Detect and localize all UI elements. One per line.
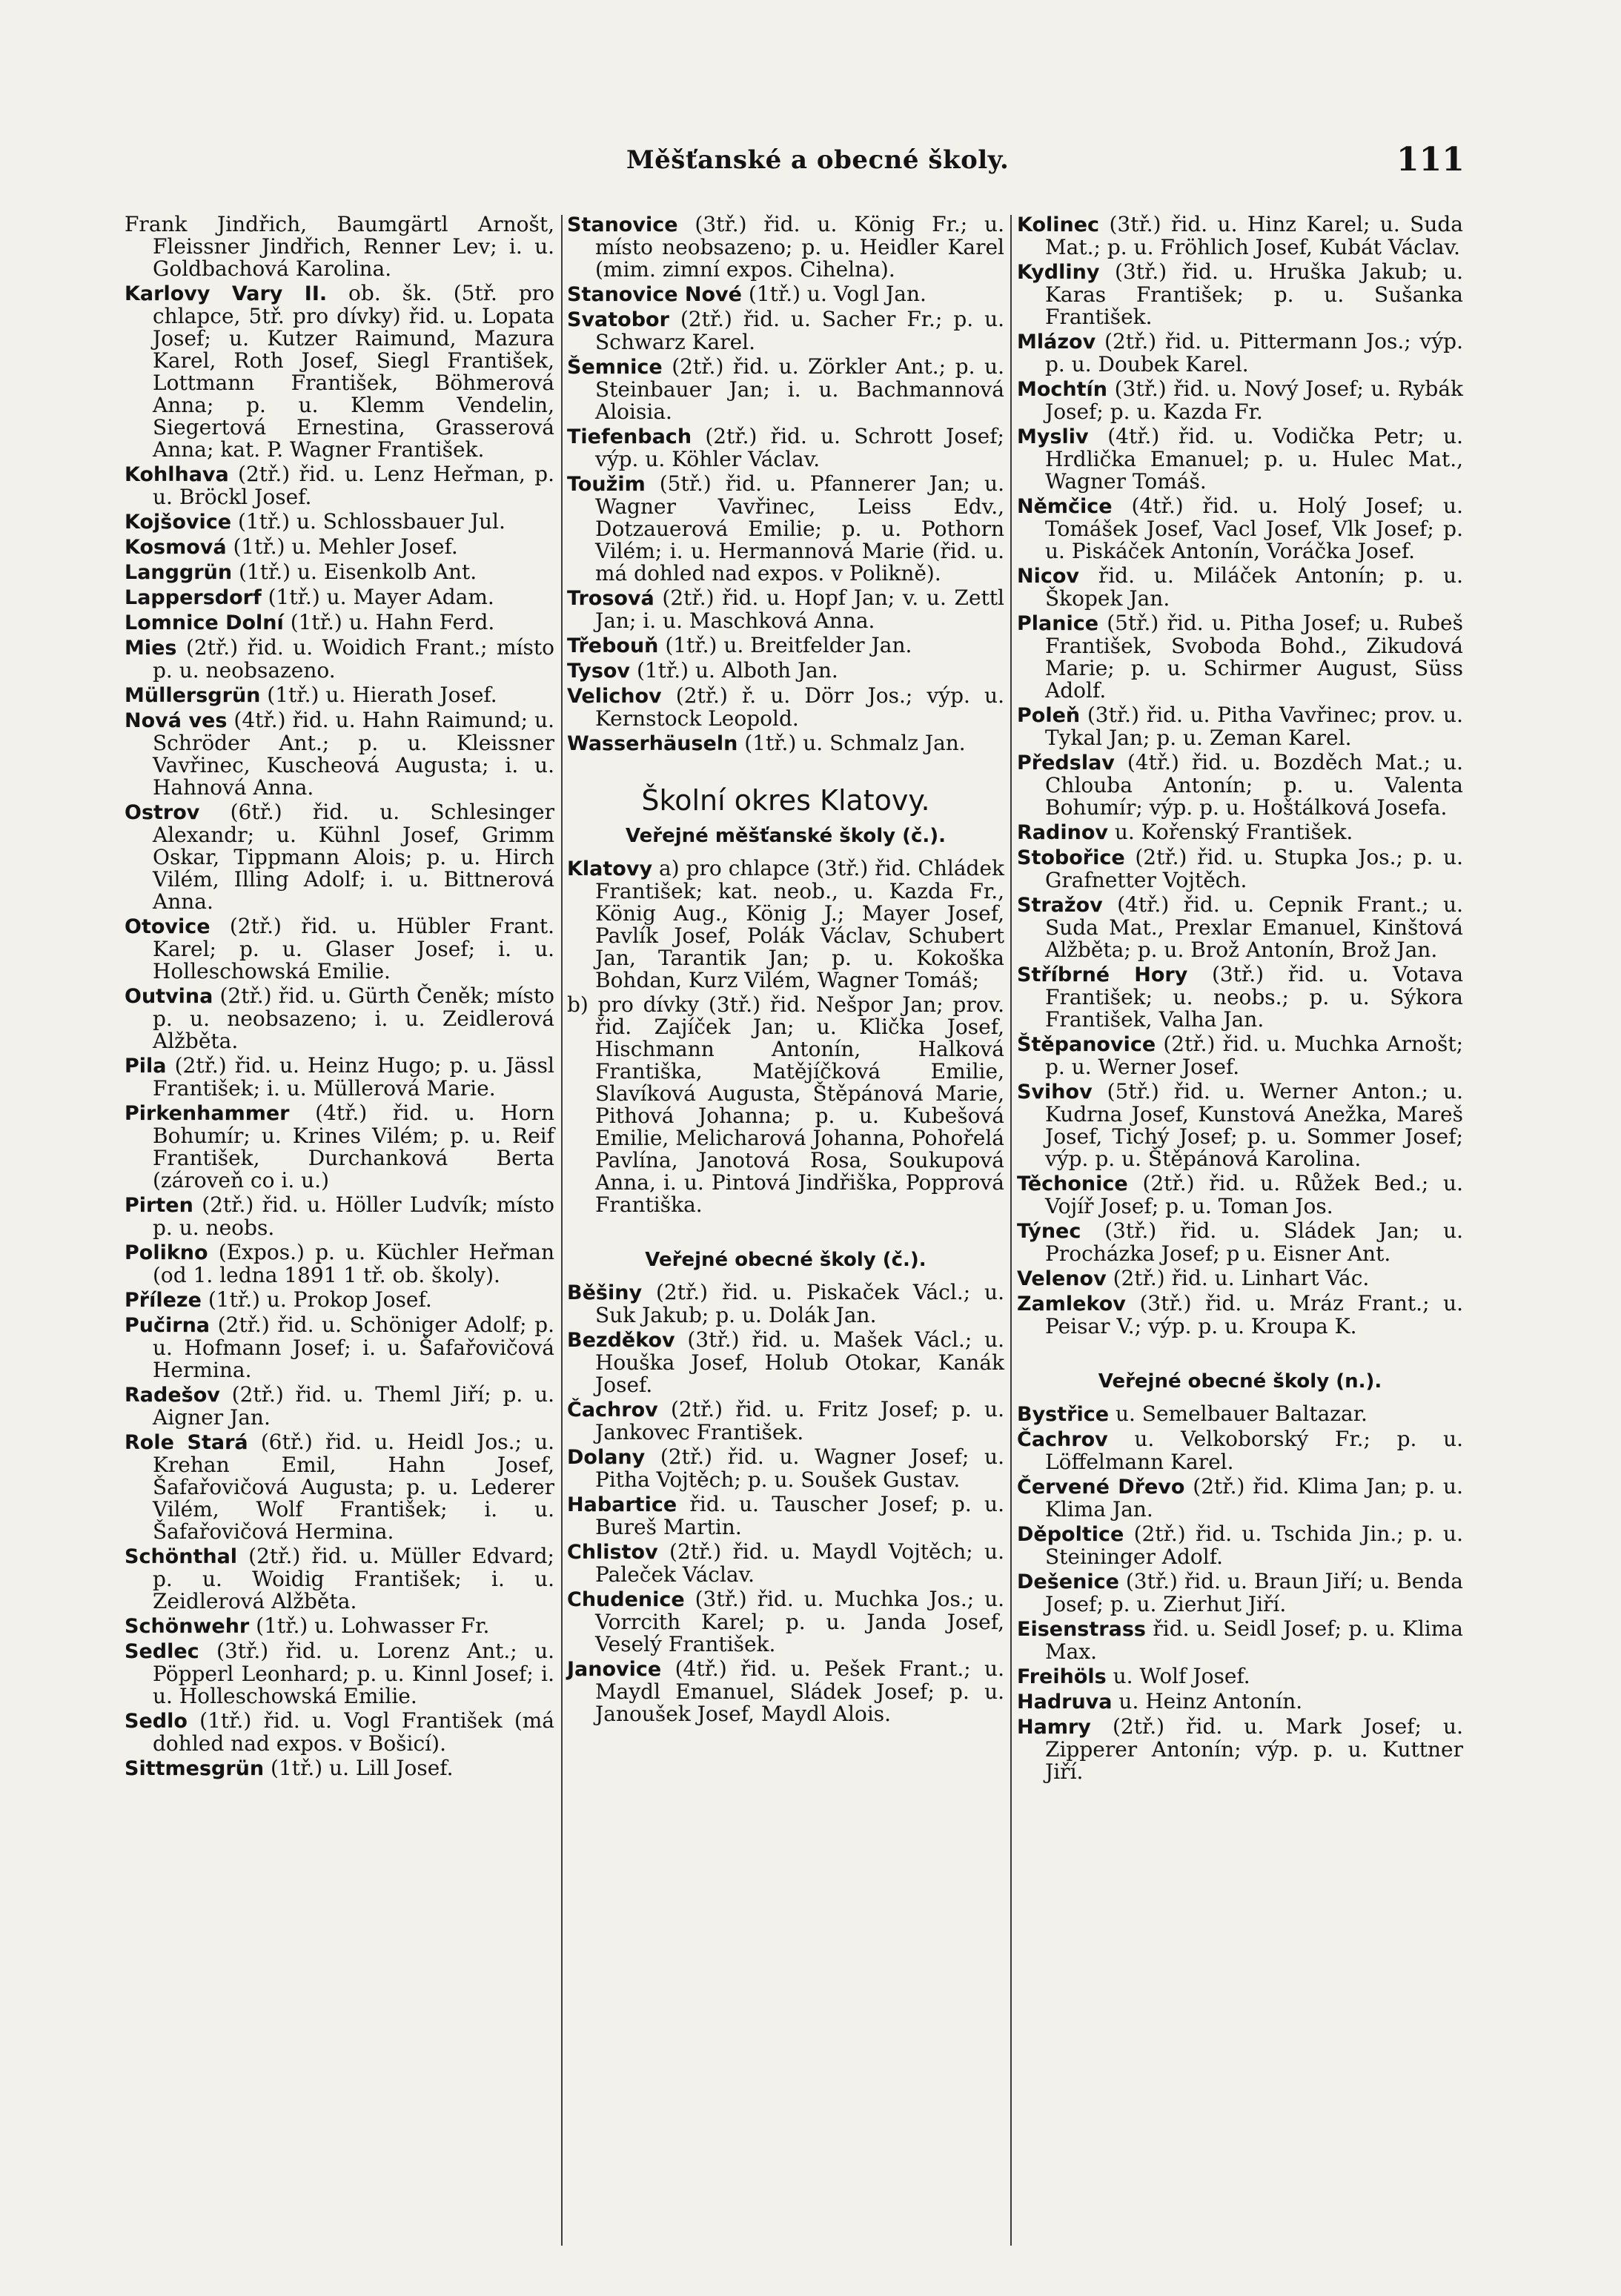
- school-staff-text: řid. u. Tauscher Josef; p. u. Bureš Martin.: [595, 1492, 1004, 1539]
- school-entry: [1017, 1618, 1463, 1663]
- school-place-name: Mlázov: [1017, 331, 1096, 354]
- school-staff-text: (Expos.) p. u. Küchler Heřman (od 1. ledna 1891 1 tř. ob. školy).: [153, 1240, 554, 1287]
- school-place-name: Zamlekov: [1017, 1293, 1126, 1315]
- school-place-name: Tysov: [567, 660, 631, 683]
- school-staff-text: (6tř.) řid. u. Schlesinger Alexandr; u. Kühnl Josef, Grimm Oskar, Tippmann Alois; p. u. Hirch Vilém, Illing Adolf; i. u. Bittnerová Anna.: [153, 800, 554, 914]
- school-place-name: Pirten: [125, 1194, 193, 1217]
- school-staff-text: (2tř.) řid. u. Höller Ludvík; místo p. u. neobs.: [153, 1192, 554, 1240]
- school-place-name: Stříbrné Hory: [1017, 963, 1188, 986]
- school-place-name: Otovice: [125, 915, 211, 938]
- school-staff-text: (3tř.) řid. u. Nový Josef; u. Rybák Josef; p. u. Kazda Fr.: [1045, 376, 1463, 424]
- school-staff-text: (1tř.) u. Lohwasser Fr.: [256, 1613, 490, 1638]
- school-entry: [1017, 495, 1463, 563]
- school-entry: [1017, 1033, 1463, 1078]
- school-entry: [567, 1541, 1004, 1586]
- school-entry: [1017, 846, 1463, 892]
- school-staff-text: (5tř.) řid. u. Werner Anton.; u. Kudrna Josef, Kunstová Anežka, Mareš Josef, Tichý Josef; p. u. Sommer Josef; výp. p. u. Štěpánová Karolina.: [1045, 1079, 1463, 1171]
- school-entry: [125, 985, 554, 1052]
- school-staff-text: (1tř.) u. Schlossbauer Jul.: [237, 509, 505, 534]
- school-entry: [1017, 213, 1463, 259]
- school-staff-text: (3tř.) řid. u. Mráz Frant.; u. Peisar V.; výp. p. u. Kroupa K.: [1045, 1291, 1464, 1338]
- school-entry: [1017, 1716, 1463, 1783]
- school-entry: [1017, 1570, 1463, 1616]
- school-entry: [1017, 331, 1463, 376]
- school-place-name: Hamry: [1017, 1716, 1091, 1739]
- school-staff-text: (3tř.) řid. u. Hruška Jakub; u. Karas František; p. u. Sušanka František.: [1045, 259, 1464, 329]
- school-place-name: Chudenice: [567, 1588, 685, 1611]
- school-entry: [1017, 1665, 1463, 1688]
- column-3: [1017, 213, 1463, 1785]
- school-place-name: Poleň: [1017, 704, 1081, 727]
- school-staff-text: (3tř.) řid. u. Hinz Karel; u. Suda Mat.; p. u. Fröhlich Josef, Kubát Václav.: [1045, 212, 1463, 259]
- school-staff-text: (2tř.) řid. u. Muchka Arnošt; p. u. Werner Josef.: [1045, 1032, 1463, 1079]
- school-place-name: Karlovy Vary II.: [125, 282, 328, 305]
- school-staff-text: (2tř.) řid. u. Růžek Bed.; u. Vojíř Josef; p. u. Toman Jos.: [1045, 1171, 1463, 1218]
- school-staff-text: (5tř.) řid. u. Pitha Josef; u. Rubeš František, Svoboda Bohd., Zikudová Marie; p. u. Schirmer August, Süss Adolf.: [1045, 611, 1463, 703]
- school-entry: [125, 1055, 554, 1100]
- school-staff-text: řid. u. Miláček Antonín; p. u. Škopek Jan.: [1045, 563, 1464, 611]
- school-place-name: Červené Dřevo: [1017, 1476, 1185, 1499]
- school-entry: [567, 1329, 1004, 1396]
- school-staff-text: (3tř.) řid. u. Lorenz Ant.; u. Pöpperl Leonhard; p. u. Kinnl Josef; i. u. Holleschowská Emilie.: [153, 1639, 554, 1708]
- school-entry: [567, 994, 1004, 1216]
- school-staff-text: (4tř.) řid. u. Holý Josef; u. Tomášek Josef, Vacl Josef, Vlk Josef; p. u. Piskáček Antonín, Voráčka Josef.: [1045, 494, 1463, 563]
- school-place-name: Sittmesgrün: [125, 1757, 265, 1780]
- school-place-name: Pirkenhammer: [125, 1102, 290, 1125]
- school-place-name: Schönthal: [125, 1545, 238, 1568]
- school-place-name: Kojšovice: [125, 511, 232, 534]
- school-entry: [567, 213, 1004, 281]
- school-place-name: Müllersgrün: [125, 684, 261, 707]
- school-entry: [567, 308, 1004, 354]
- school-entry: [125, 1640, 554, 1708]
- school-place-name: Eisenstrass: [1017, 1618, 1146, 1641]
- school-staff-text: (2tř.) řid. u. Hopf Jan; v. u. Zettl Jan; i. u. Maschková Anna.: [595, 585, 1004, 633]
- school-staff-text: (2tř.) řid. u. Stupka Jos.; p. u. Grafnetter Vojtěch.: [1045, 845, 1464, 892]
- school-place-name: Kosmová: [125, 536, 227, 559]
- school-entry: [1017, 612, 1463, 702]
- school-place-name: Schönwehr: [125, 1615, 250, 1638]
- school-entry: [567, 356, 1004, 423]
- school-staff-text: (3tř.) řid. u. Sládek Jan; u. Procházka Josef; p u. Eisner Ant.: [1045, 1218, 1463, 1266]
- school-entry: [125, 684, 554, 707]
- school-entry: [125, 1545, 554, 1613]
- school-entry: [567, 1493, 1004, 1539]
- school-staff-text: (1tř.) u. Prokop Josef.: [208, 1287, 432, 1312]
- school-place-name: Příleze: [125, 1289, 202, 1312]
- school-place-name: Langgrün: [125, 561, 233, 584]
- school-staff-text: (2tř.) řid. u. Gürth Čeněk; místo p. u. neobsazeno; i. u. Zeidlerová Alžběta.: [153, 983, 554, 1053]
- school-staff-text: u. Velkoborský Fr.; p. u. Löffelmann Karel.: [1045, 1427, 1463, 1474]
- school-entry: [125, 1757, 554, 1780]
- school-staff-text: b) pro dívky (3tř.) řid. Nešpor Jan; prov. řid. Zajíček Jan; u. Klička Josef, Hischmann Antonín, Halková Františka, Matějíčková Emilie, Slavíková Augusta, Štěpánová Marie, Pithová Johanna; p. u. Kubešová Emilie, Melicharová Johanna, Pohořelá Pavlína, Janotová Rosa, Soukupová Anna, i. u. Pintová Jindřiška, Popprová Františka.: [567, 992, 1004, 1217]
- school-place-name: Velenov: [1017, 1267, 1107, 1290]
- school-entry: [1017, 1691, 1463, 1713]
- school-place-name: Kohlhava: [125, 463, 229, 486]
- school-staff-text: (2tř.) řid. u. Sacher Fr.; p. u. Schwarz Karel.: [595, 307, 1005, 354]
- school-staff-text: (2tř.) řid. u. Fritz Josef; p. u. Jankovec František.: [595, 1397, 1004, 1444]
- school-place-name: Lomnice Dolní: [125, 611, 284, 634]
- school-entry: [567, 634, 1004, 657]
- school-staff-text: (2tř.) řid. u. Heinz Hugo; p. u. Jässl František; i. u. Müllerová Marie.: [153, 1053, 554, 1101]
- school-staff-text: (2tř.) řid. u. Linhart Vác.: [1113, 1266, 1370, 1290]
- school-entry: [1017, 378, 1463, 423]
- school-entry: [125, 282, 554, 461]
- school-entry: [125, 1710, 554, 1755]
- school-place-name: Těchonice: [1017, 1172, 1128, 1195]
- school-staff-text: (2tř.) ř. u. Dörr Jos.; výp. u. Kernstock Leopold.: [595, 683, 1004, 731]
- school-staff-text: u. Wolf Josef.: [1113, 1664, 1250, 1688]
- school-staff-text: (4tř.) řid. u. Vodička Petr; u. Hrdlička Emanuel; p. u. Hulec Mat., Wagner Tomáš.: [1045, 424, 1464, 494]
- school-entry: [125, 709, 554, 799]
- school-staff-text: (5tř.) řid. u. Pfannerer Jan; u. Wagner Vavřinec, Leiss Edv., Dotzauerová Emilie; p. u. Pothorn Vilém; i. u. Hermannová Marie (řid. u. má dohled nad expos. v Polikně).: [595, 471, 1004, 585]
- school-place-name: Planice: [1017, 612, 1099, 635]
- school-place-name: Běšiny: [567, 1281, 643, 1304]
- school-staff-text: (3tř.) řid. u. Pitha Vavřinec; prov. u. Tykal Jan; p. u. Zeman Karel.: [1045, 703, 1463, 750]
- school-place-name: Janovice: [567, 1658, 662, 1681]
- school-place-name: Freihöls: [1017, 1665, 1107, 1688]
- school-entry: [1017, 1172, 1463, 1218]
- school-staff-text: (1tř.) u. Mayer Adam.: [268, 585, 494, 609]
- school-entry: [567, 1658, 1004, 1725]
- school-place-name: Dolany: [567, 1446, 646, 1469]
- school-staff-text: (4tř.) řid. u. Hahn Raimund; u. Schröder Ant.; p. u. Kleissner Vavřinec, Kuscheová Augusta; i. u. Hahnová Anna.: [153, 708, 554, 800]
- school-place-name: Sedlo: [125, 1710, 188, 1733]
- school-staff-text: (1tř.) u. Mehler Josef.: [233, 534, 458, 559]
- school-place-name: Toužim: [567, 473, 646, 496]
- school-entry: [1017, 894, 1463, 961]
- school-staff-text: (2tř.) řid. u. Theml Jiří; p. u. Aigner Jan.: [153, 1382, 554, 1430]
- school-place-name: Lappersdorf: [125, 586, 262, 609]
- school-entry: [567, 857, 1004, 992]
- school-staff-text: ob. šk. (5tř. pro chlapce, 5tř. pro dívky) řid. u. Lopata Josef; u. Kutzer Raimund, Mazura Karel, Roth Josef, Siegl František, Lottmann František, Böhmerová Anna; p. u. Klemm Vendelin, Siegertová Ernestina, Grasserová Anna; kat. P. Wagner František.: [153, 281, 554, 462]
- subsection-heading-public-schools-czech: Veřejné obecné školy (č.).: [645, 1249, 926, 1271]
- school-entry: [1017, 565, 1463, 610]
- school-place-name: Stobořice: [1017, 846, 1125, 869]
- school-entry: [125, 637, 554, 682]
- school-place-name: Mochtín: [1017, 378, 1108, 401]
- school-staff-text: (2tř.) řid. Klima Jan; p. u. Klima Jan.: [1045, 1474, 1463, 1522]
- school-entry: [1017, 704, 1463, 749]
- school-staff-text: (2tř.) řid. u. Lenz Heřman, p. u. Bröckl Josef.: [153, 462, 555, 509]
- subsection-heading-burgher-schools: Veřejné měšťanské školy (č.).: [625, 825, 947, 847]
- school-entry: [567, 1588, 1004, 1656]
- school-staff-text: (2tř.) řid. u. Pittermann Jos.; výp. p. u. Doubek Karel.: [1045, 329, 1463, 376]
- school-entry: [567, 1281, 1004, 1327]
- school-entry: [567, 1398, 1004, 1444]
- school-staff-text: (2tř.) řid. u. Piskaček Václ.; u. Suk Jakub; p. u. Dolák Jan.: [595, 1280, 1004, 1327]
- school-entry: [567, 732, 1004, 755]
- school-place-name: Němčice: [1017, 495, 1113, 518]
- school-place-name: Mies: [125, 637, 177, 660]
- school-entry: [567, 473, 1004, 585]
- school-place-name: Pila: [125, 1055, 167, 1078]
- school-place-name: Děpoltice: [1017, 1523, 1124, 1546]
- school-place-name: Kydliny: [1017, 261, 1100, 284]
- school-staff-text: (4tř.) řid. u. Horn Bohumír; u. Krines Vilém; p. u. Reif František, Durchanková Berta (zároveň co i. u.): [153, 1101, 554, 1192]
- school-place-name: Kolinec: [1017, 213, 1100, 236]
- school-staff-text: (1tř.) řid. u. Vogl František (má dohled nad expos. v Bošicí).: [153, 1708, 554, 1756]
- school-staff-text: (1tř.) u. Breitfelder Jan.: [665, 633, 912, 657]
- school-staff-text: (2tř.) řid. u. Müller Edvard; p. u. Woidig František; i. u. Zeidlerová Alžběta.: [153, 1544, 554, 1613]
- school-staff-text: (2tř.) řid. u. Maydl Vojtěch; u. Paleček Václav.: [595, 1539, 1004, 1587]
- school-place-name: Sedlec: [125, 1640, 199, 1663]
- school-staff-text: (1tř.) u. Alboth Jan.: [636, 658, 838, 683]
- column-1: [125, 213, 554, 1782]
- school-place-name: Čachrov: [1017, 1428, 1108, 1451]
- school-staff-text: (3tř.) řid. u. Votava František; u. neobs.; p. u. Sýkora František, Valha Jan.: [1045, 962, 1464, 1032]
- school-place-name: Hadruva: [1017, 1691, 1113, 1713]
- school-place-name: Pučirna: [125, 1314, 211, 1337]
- school-entry: [1017, 1081, 1463, 1170]
- school-staff-text: (2tř.) řid. u. Woidich Frant.; místo p. u. neobsazeno.: [153, 635, 554, 683]
- school-entry: [567, 1446, 1004, 1491]
- school-entry: [1017, 821, 1463, 844]
- column-2: [567, 213, 1004, 1728]
- school-staff-text: u. Heinz Antonín.: [1118, 1689, 1303, 1713]
- school-place-name: Radinov: [1017, 821, 1108, 844]
- school-staff-text: (6tř.) řid. u. Heidl Jos.; u. Krehan Emil, Hahn Josef, Šafařovičová Augusta; p. u. Lederer Vilém, Wolf František; i. u. Šafařovičová Hermina.: [153, 1430, 555, 1544]
- school-entry: [125, 1615, 554, 1638]
- school-place-name: Habartice: [567, 1493, 677, 1516]
- school-staff-text: (3tř.) řid. u. Braun Jiří; u. Benda Josef; p. u. Zierhut Jiří.: [1045, 1569, 1464, 1616]
- section-title: Školní okres Klatovy.: [641, 784, 930, 817]
- school-entry: [125, 561, 554, 584]
- school-place-name: Nová ves: [125, 709, 228, 732]
- school-entry: [125, 1384, 554, 1429]
- school-staff-text: Frank Jindřich, Baumgärtl Arnošt, Fleissner Jindřich, Renner Lev; i. u. Goldbachová Karolina.: [125, 212, 554, 281]
- school-staff-text: (1tř.) u. Hahn Ferd.: [290, 610, 495, 634]
- page-number: 111: [1396, 141, 1465, 179]
- school-entry: [125, 1289, 554, 1312]
- school-place-name: Šemnice: [567, 356, 663, 379]
- school-place-name: Nicov: [1017, 565, 1080, 588]
- school-place-name: Role Stará: [125, 1431, 248, 1454]
- school-place-name: Štěpanovice: [1017, 1033, 1156, 1056]
- school-staff-text: (1tř.) u. Vogl Jan.: [748, 282, 926, 306]
- school-place-name: Radešov: [125, 1384, 220, 1407]
- school-staff-text: (1tř.) u. Schmalz Jan.: [744, 731, 966, 755]
- column-rule-right: [1010, 215, 1012, 2246]
- school-entry: [567, 660, 1004, 683]
- school-staff-text: (1tř.) u. Lill Josef.: [271, 1756, 454, 1780]
- school-entry: [1017, 425, 1463, 493]
- school-staff-text: (2tř.) řid. u. Schrott Josef; výp. u. Köhler Václav.: [595, 424, 1004, 471]
- school-entry: [125, 1194, 554, 1239]
- school-staff-text: (2tř.) řid. u. Mark Josef; u. Zipperer Antonín; výp. p. u. Kuttner Jiří.: [1045, 1714, 1463, 1784]
- school-entry: [1017, 1293, 1463, 1338]
- column-rule-left: [561, 215, 563, 2246]
- school-entry: [125, 511, 554, 534]
- school-place-name: Chlistov: [567, 1541, 658, 1564]
- school-place-name: Trosová: [567, 587, 654, 610]
- school-place-name: Wasserhäuseln: [567, 732, 738, 755]
- school-place-name: Předslav: [1017, 751, 1115, 774]
- school-entry: [1017, 751, 1463, 819]
- school-staff-text: (4tř.) řid. u. Bozděch Mat.; u. Chlouba Antonín; p. u. Valenta Bohumír; výp. p. u. Hoštálková Josefa.: [1045, 750, 1463, 820]
- school-staff-text: (1tř.) u. Hierath Josef.: [267, 683, 497, 707]
- school-entry: [125, 1241, 554, 1287]
- school-place-name: Ostrov: [125, 801, 200, 824]
- school-place-name: Svatobor: [567, 308, 669, 331]
- school-place-name: Svihov: [1017, 1081, 1093, 1104]
- school-entry: [1017, 1267, 1463, 1290]
- school-place-name: Klatovy: [567, 857, 653, 880]
- school-place-name: Bystřice: [1017, 1403, 1110, 1426]
- school-entry: [125, 915, 554, 983]
- school-entry: [1017, 1476, 1463, 1521]
- school-entry: [125, 801, 554, 913]
- school-place-name: Mysliv: [1017, 425, 1089, 448]
- school-staff-text: (4tř.) řid. u. Pešek Frant.; u. Maydl Emanuel, Sládek Josef; p. u. Janoušek Josef, Maydl Alois.: [595, 1656, 1004, 1726]
- school-entry: [125, 611, 554, 634]
- school-entry: [125, 586, 554, 609]
- school-place-name: Týnec: [1017, 1220, 1081, 1243]
- school-place-name: Třebouň: [567, 634, 659, 657]
- school-staff-text: a) pro chlapce (3tř.) řid. Chládek František; kat. neob., u. Kazda Fr., König Aug., König J.; Mayer Josef, Pavlík Josef, Polák Václav, Schubert Jan, Tarantik Jan; p. u. Kokoška Bohdan, Kurz Vilém, Wagner Tomáš;: [595, 856, 1004, 992]
- school-place-name: Outvina: [125, 985, 213, 1008]
- school-entry: [567, 425, 1004, 471]
- school-staff-text: (4tř.) řid. u. Cepnik Frant.; u. Suda Mat., Prexlar Emanuel, Kinštová Alžběta; p. u. Brož Antonín, Brož Jan.: [1045, 892, 1464, 962]
- school-entry: [1017, 1523, 1463, 1568]
- school-place-name: Polikno: [125, 1241, 208, 1264]
- school-entry: [1017, 963, 1463, 1031]
- school-entry: [1017, 1428, 1463, 1473]
- school-entry: [567, 685, 1004, 730]
- school-place-name: Stanovice: [567, 213, 678, 236]
- school-entry: [1017, 1403, 1463, 1426]
- school-entry: [567, 587, 1004, 632]
- school-entry: [125, 1314, 554, 1381]
- school-staff-text: (3tř.) řid. u. Muchka Jos.; u. Vorrcith Karel; p. u. Janda Josef, Veselý František.: [595, 1587, 1004, 1656]
- school-staff-text: řid. u. Seidl Josef; p. u. Klima Max.: [1045, 1616, 1463, 1664]
- school-place-name: Stražov: [1017, 894, 1103, 917]
- school-entry: [567, 283, 1004, 306]
- school-staff-text: u. Kořenský František.: [1114, 820, 1353, 844]
- school-place-name: Velichov: [567, 685, 662, 708]
- school-staff-text: (1tř.) u. Eisenkolb Ant.: [238, 560, 477, 584]
- school-entry: [1017, 1220, 1463, 1265]
- school-staff-text: u. Semelbauer Baltazar.: [1115, 1401, 1368, 1426]
- school-entry: [1017, 261, 1463, 328]
- school-entry: [125, 1102, 554, 1192]
- subsection-heading-public-schools-german: Veřejné obecné školy (n.).: [1098, 1370, 1382, 1393]
- school-entry: [125, 536, 554, 559]
- school-place-name: Čachrov: [567, 1398, 658, 1421]
- school-staff-text: (2tř.) řid. u. Schöniger Adolf; p. u. Hofmann Josef; i. u. Šafařovičová Hermina.: [153, 1313, 554, 1382]
- school-staff-text: (3tř.) řid. u. Mašek Václ.; u. Houška Josef, Holub Otokar, Kanák Josef.: [595, 1327, 1004, 1397]
- school-staff-text: (2tř.) řid. u. Tschida Jin.; p. u. Steininger Adolf.: [1045, 1522, 1463, 1569]
- school-entry: [125, 213, 554, 280]
- school-staff-text: (2tř.) řid. u. Hübler Frant. Karel; p. u. Glaser Josef; i. u. Holleschowská Emilie.: [153, 914, 554, 983]
- school-place-name: Dešenice: [1017, 1570, 1119, 1593]
- page-header-title: Měšťanské a obecné školy.: [626, 145, 1010, 175]
- school-staff-text: (2tř.) řid. u. Wagner Josef; u. Pitha Vojtěch; p. u. Soušek Gustav.: [595, 1444, 1004, 1492]
- school-staff-text: (3tř.) řid. u. König Fr.; u. místo neobsazeno; p. u. Heidler Karel (mim. zimní expos. Cihelna).: [595, 212, 1004, 282]
- school-entry: [125, 1431, 554, 1543]
- school-place-name: Tiefenbach: [567, 425, 692, 448]
- school-entry: [125, 463, 554, 508]
- school-staff-text: (2tř.) řid. u. Zörkler Ant.; p. u. Steinbauer Jan; i. u. Bachmannová Aloisia.: [595, 354, 1004, 424]
- school-place-name: Stanovice Nové: [567, 283, 742, 306]
- school-place-name: Bezděkov: [567, 1329, 675, 1352]
